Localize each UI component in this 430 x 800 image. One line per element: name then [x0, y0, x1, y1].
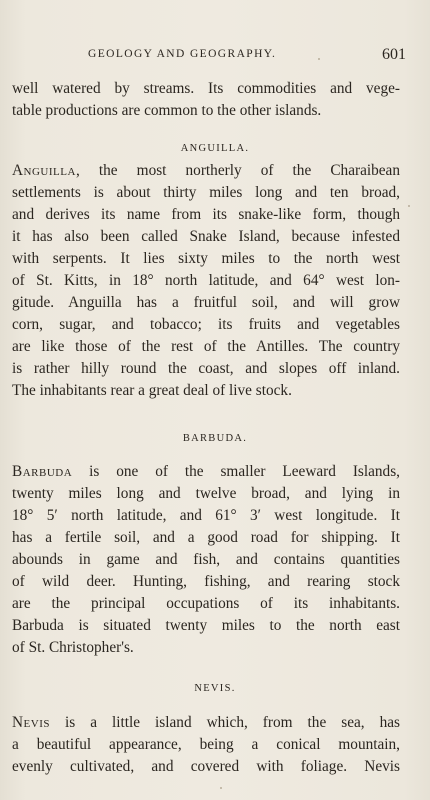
paragraph-line: of St. Kitts, in 18° north latitude, and 64° west lon-	[12, 272, 400, 289]
lead-name-nevis: Nevis	[12, 714, 50, 731]
paragraph-line: abounds in game and fish, and contains quantities	[12, 551, 400, 568]
paragraph-line: has a fertile soil, and a good road for shipping. It	[12, 529, 400, 546]
paragraph-line: and derives its name from its snake-like form, though	[12, 206, 400, 223]
running-head: GEOLOGY AND GEOGRAPHY.	[88, 48, 277, 60]
first-line-text: is a little island which, from the sea, has	[50, 714, 400, 731]
paragraph-line: Barbuda is situated twenty miles to the north east	[12, 617, 400, 634]
paragraph-line: twenty miles long and twelve broad, and lying in	[12, 485, 400, 502]
intro-line: table productions are common to the other islands.	[12, 102, 322, 119]
paragraph-first-line	[12, 160, 400, 182]
paragraph-line: settlements is about thirty miles long and ten broad,	[12, 184, 400, 201]
paragraph-line: are like those of the rest of the Antilles. The country	[12, 338, 400, 355]
paragraph-line: evenly cultivated, and covered with foliage. Nevis	[12, 758, 400, 775]
section-heading-anguilla: ANGUILLA.	[180, 143, 250, 154]
first-line-text: , the most northerly of the Charaibean	[75, 162, 400, 179]
page-number: 601	[382, 46, 406, 63]
paragraph-first-line	[12, 712, 400, 734]
paragraph-first-line	[12, 461, 400, 483]
paragraph-line: it has also been called Snake Island, because infested	[12, 228, 400, 245]
section-heading-barbuda: BARBUDA.	[182, 433, 248, 444]
paragraph-line: 18° 5′ north latitude, and 61° 3′ west longitude. It	[12, 507, 400, 524]
paper-speck	[220, 787, 222, 789]
paragraph-line: corn, sugar, and tobacco; its fruits and vegetables	[12, 316, 400, 333]
paragraph-line: is rather hilly round the coast, and slopes off inland.	[12, 360, 400, 377]
paragraph-line: are the principal occupations of its inhabitants.	[12, 595, 400, 612]
paper-speck	[408, 205, 410, 207]
section-heading-nevis: NEVIS.	[194, 683, 236, 694]
paragraph-line: gitude. Anguilla has a fruitful soil, and will grow	[12, 294, 400, 311]
paragraph-line: a beautiful appearance, being a conical mountain,	[12, 736, 400, 753]
lead-name-anguilla: Anguilla	[12, 162, 76, 179]
paragraph-line: The inhabitants rear a great deal of live stock.	[12, 382, 292, 399]
paragraph-line: with serpents. It lies sixty miles to the north west	[12, 250, 400, 267]
paper-speck	[318, 58, 320, 60]
paragraph-line: of wild deer. Hunting, fishing, and rearing stock	[12, 573, 400, 590]
page-header	[88, 46, 406, 68]
first-line-text: is one of the smaller Leeward Islands,	[72, 463, 400, 480]
intro-line: well watered by streams. Its commodities and vege-	[12, 80, 400, 97]
lead-name-barbuda: Barbuda	[12, 463, 73, 480]
paragraph-line: of St. Christopher's.	[12, 639, 134, 656]
